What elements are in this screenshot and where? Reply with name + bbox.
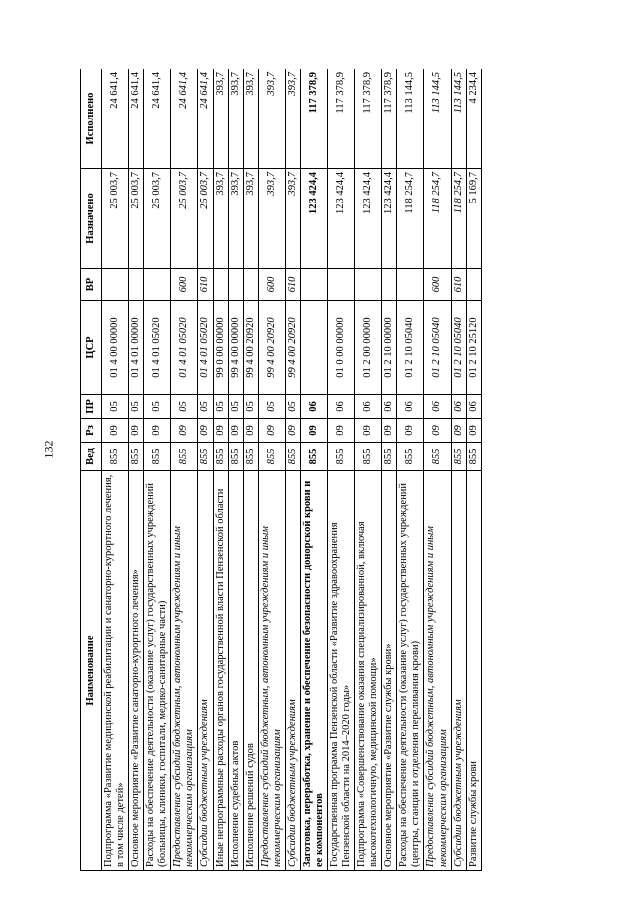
cell-assigned: 118 254,7 (397, 169, 424, 269)
cell-csr: 99 4 00 00000 (228, 301, 243, 395)
cell-vr (328, 269, 355, 301)
header-pr: ПР (81, 395, 102, 419)
cell-ved: 855 (243, 443, 258, 471)
cell-pr: 06 (397, 395, 424, 419)
cell-name: Развитие службы крови (466, 471, 481, 871)
cell-name: Подпрограмма «Совершенствование оказания специализированной, включая высокотехнологичную, медицинской помощи» (355, 471, 382, 871)
table-row (328, 69, 355, 871)
cell-executed: 393,7 (228, 69, 243, 169)
cell-pr: 05 (144, 395, 171, 419)
cell-vr (300, 269, 327, 301)
table-row (466, 69, 481, 871)
cell-executed: 393,7 (213, 69, 228, 169)
rotated-table-content (80, 69, 567, 871)
cell-assigned: 25 003,7 (198, 169, 213, 269)
cell-rz: 09 (300, 419, 327, 443)
cell-pr: 05 (285, 395, 300, 419)
table-header-row (81, 69, 102, 871)
cell-assigned: 123 424,4 (328, 169, 355, 269)
cell-pr: 06 (466, 395, 481, 419)
cell-pr: 05 (129, 395, 144, 419)
cell-csr: 01 2 00 00000 (355, 301, 382, 395)
cell-pr: 06 (382, 395, 397, 419)
cell-vr: 600 (171, 269, 198, 301)
cell-rz: 09 (213, 419, 228, 443)
cell-pr: 05 (243, 395, 258, 419)
header-csr: ЦСР (81, 301, 102, 395)
cell-name: Предоставление субсидий бюджетным, автономным учреждениям и иным некоммерческим организациям (258, 471, 285, 871)
cell-csr: 01 4 00 00000 (102, 301, 129, 395)
table-row (355, 69, 382, 871)
cell-name: Расходы на обеспечение деятельности (оказание услуг) государственных учреждений (больницы, клиники, госпитали, медико-санитарные части) (144, 471, 171, 871)
cell-pr: 06 (451, 395, 466, 419)
cell-name: Предоставление субсидий бюджетным, автономным учреждениям и иным некоммерческим организациям (424, 471, 451, 871)
cell-csr: 01 2 10 05040 (424, 301, 451, 395)
cell-ved: 855 (451, 443, 466, 471)
cell-csr: 01 4 01 05020 (171, 301, 198, 395)
cell-pr: 06 (328, 395, 355, 419)
cell-csr: 01 2 10 00000 (382, 301, 397, 395)
cell-executed: 393,7 (243, 69, 258, 169)
cell-pr: 05 (213, 395, 228, 419)
cell-assigned: 118 254,7 (424, 169, 451, 269)
table-row (258, 69, 285, 871)
cell-executed: 117 378,9 (328, 69, 355, 169)
cell-csr: 01 4 01 05020 (144, 301, 171, 395)
cell-vr (243, 269, 258, 301)
cell-rz: 09 (466, 419, 481, 443)
cell-csr: 01 0 00 00000 (328, 301, 355, 395)
page-number: 132 (41, 440, 56, 459)
table-row (198, 69, 213, 871)
table-row (300, 69, 327, 871)
cell-name: Расходы на обеспечение деятельности (оказание услуг) государственных учреждений (центры, станции и отделения переливания крови) (397, 471, 424, 871)
cell-vr (129, 269, 144, 301)
header-name: Наименование (81, 471, 102, 871)
cell-ved: 855 (129, 443, 144, 471)
cell-pr: 05 (198, 395, 213, 419)
cell-name: Подпрограмма «Развитие медицинской реабилитации и санаторно-курортного лечения, в том числе детей» (102, 471, 129, 871)
table-row (144, 69, 171, 871)
cell-vr: 610 (285, 269, 300, 301)
cell-rz: 09 (285, 419, 300, 443)
cell-rz: 09 (102, 419, 129, 443)
cell-ved: 855 (198, 443, 213, 471)
cell-csr: 01 2 10 05040 (451, 301, 466, 395)
header-rz: Рз (81, 419, 102, 443)
cell-name: Предоставление субсидий бюджетным, автономным учреждениям и иным некоммерческим организациям (171, 471, 198, 871)
cell-name: Иные непрограммные расходы органов государственной власти Пензенской области (213, 471, 228, 871)
cell-csr: 99 4 00 20920 (258, 301, 285, 395)
cell-vr (355, 269, 382, 301)
cell-assigned: 25 003,7 (144, 169, 171, 269)
cell-executed: 117 378,9 (382, 69, 397, 169)
cell-rz: 09 (424, 419, 451, 443)
cell-executed: 393,7 (258, 69, 285, 169)
cell-ved: 855 (102, 443, 129, 471)
table-row (228, 69, 243, 871)
cell-rz: 09 (451, 419, 466, 443)
cell-rz: 09 (328, 419, 355, 443)
cell-pr: 05 (228, 395, 243, 419)
cell-executed: 113 144,5 (424, 69, 451, 169)
rotated-table-container (80, 69, 567, 871)
cell-name: Субсидии бюджетным учреждениям (285, 471, 300, 871)
table-body (102, 69, 482, 871)
cell-pr: 06 (300, 395, 327, 419)
cell-name: Субсидии бюджетным учреждениям (198, 471, 213, 871)
cell-vr (466, 269, 481, 301)
cell-ved: 855 (466, 443, 481, 471)
cell-ved: 855 (228, 443, 243, 471)
cell-assigned: 118 254,7 (451, 169, 466, 269)
cell-assigned: 393,7 (285, 169, 300, 269)
cell-assigned: 123 424,4 (382, 169, 397, 269)
header-vr: ВР (81, 269, 102, 301)
cell-vr (382, 269, 397, 301)
cell-executed: 4 234,4 (466, 69, 481, 169)
cell-csr: 99 0 00 00000 (213, 301, 228, 395)
cell-executed: 113 144,5 (451, 69, 466, 169)
cell-name: Исполнение судебных актов (228, 471, 243, 871)
cell-name: Субсидии бюджетным учреждениям (451, 471, 466, 871)
cell-csr: 99 4 00 20920 (285, 301, 300, 395)
table-row (397, 69, 424, 871)
cell-executed: 24 641,4 (144, 69, 171, 169)
cell-ved: 855 (424, 443, 451, 471)
table-row (424, 69, 451, 871)
cell-csr: 01 4 01 00000 (129, 301, 144, 395)
budget-table (80, 69, 482, 871)
cell-ved: 855 (258, 443, 285, 471)
cell-assigned: 5 169,7 (466, 169, 481, 269)
cell-executed: 24 641,4 (171, 69, 198, 169)
cell-rz: 09 (129, 419, 144, 443)
cell-rz: 09 (144, 419, 171, 443)
cell-csr: 01 2 10 25120 (466, 301, 481, 395)
cell-vr: 600 (424, 269, 451, 301)
cell-name: Заготовка, переработка, хранение и обеспечение безопасности донорской крови и ее компонентов (300, 471, 327, 871)
cell-name: Основное мероприятие «Развитие службы крови» (382, 471, 397, 871)
cell-assigned: 123 424,4 (300, 169, 327, 269)
cell-assigned: 25 003,7 (129, 169, 144, 269)
cell-vr (144, 269, 171, 301)
cell-vr (213, 269, 228, 301)
cell-ved: 855 (382, 443, 397, 471)
table-row (285, 69, 300, 871)
cell-ved: 855 (171, 443, 198, 471)
cell-csr (300, 301, 327, 395)
cell-assigned: 393,7 (258, 169, 285, 269)
cell-csr: 99 4 00 20920 (243, 301, 258, 395)
table-row (382, 69, 397, 871)
cell-vr (397, 269, 424, 301)
cell-rz: 09 (171, 419, 198, 443)
cell-csr: 01 2 10 05040 (397, 301, 424, 395)
cell-rz: 09 (258, 419, 285, 443)
cell-assigned: 393,7 (228, 169, 243, 269)
cell-assigned: 393,7 (243, 169, 258, 269)
cell-rz: 09 (198, 419, 213, 443)
cell-vr (228, 269, 243, 301)
cell-pr: 05 (258, 395, 285, 419)
header-executed: Исполнено (81, 69, 102, 169)
cell-executed: 117 378,9 (355, 69, 382, 169)
cell-ved: 855 (355, 443, 382, 471)
cell-vr: 610 (198, 269, 213, 301)
header-ved: Вед (81, 443, 102, 471)
cell-rz: 09 (382, 419, 397, 443)
cell-assigned: 393,7 (213, 169, 228, 269)
cell-pr: 06 (424, 395, 451, 419)
cell-ved: 855 (328, 443, 355, 471)
cell-executed: 393,7 (285, 69, 300, 169)
cell-name: Основное мероприятие «Развитие санаторно-курортного лечения» (129, 471, 144, 871)
cell-name: Исполнение решений судов (243, 471, 258, 871)
cell-ved: 855 (397, 443, 424, 471)
cell-name: Государственная программа Пензенской области «Развитие здравоохранения Пензенской области на 2014–2020 годы» (328, 471, 355, 871)
cell-rz: 09 (355, 419, 382, 443)
table-row (102, 69, 129, 871)
cell-ved: 855 (213, 443, 228, 471)
cell-executed: 24 641,4 (198, 69, 213, 169)
header-assigned: Назначено (81, 169, 102, 269)
table-row (243, 69, 258, 871)
cell-assigned: 123 424,4 (355, 169, 382, 269)
cell-rz: 09 (228, 419, 243, 443)
cell-executed: 24 641,4 (129, 69, 144, 169)
cell-assigned: 25 003,7 (102, 169, 129, 269)
cell-assigned: 25 003,7 (171, 169, 198, 269)
cell-rz: 09 (243, 419, 258, 443)
cell-executed: 113 144,5 (397, 69, 424, 169)
cell-vr: 600 (258, 269, 285, 301)
cell-pr: 05 (102, 395, 129, 419)
cell-ved: 855 (144, 443, 171, 471)
cell-pr: 05 (171, 395, 198, 419)
cell-ved: 855 (300, 443, 327, 471)
table-row (129, 69, 144, 871)
cell-vr (102, 269, 129, 301)
table-row (213, 69, 228, 871)
cell-executed: 117 378,9 (300, 69, 327, 169)
table-row (451, 69, 466, 871)
cell-rz: 09 (397, 419, 424, 443)
table-row (171, 69, 198, 871)
cell-ved: 855 (285, 443, 300, 471)
cell-executed: 24 641,4 (102, 69, 129, 169)
cell-pr: 06 (355, 395, 382, 419)
cell-csr: 01 4 01 05020 (198, 301, 213, 395)
cell-vr: 610 (451, 269, 466, 301)
